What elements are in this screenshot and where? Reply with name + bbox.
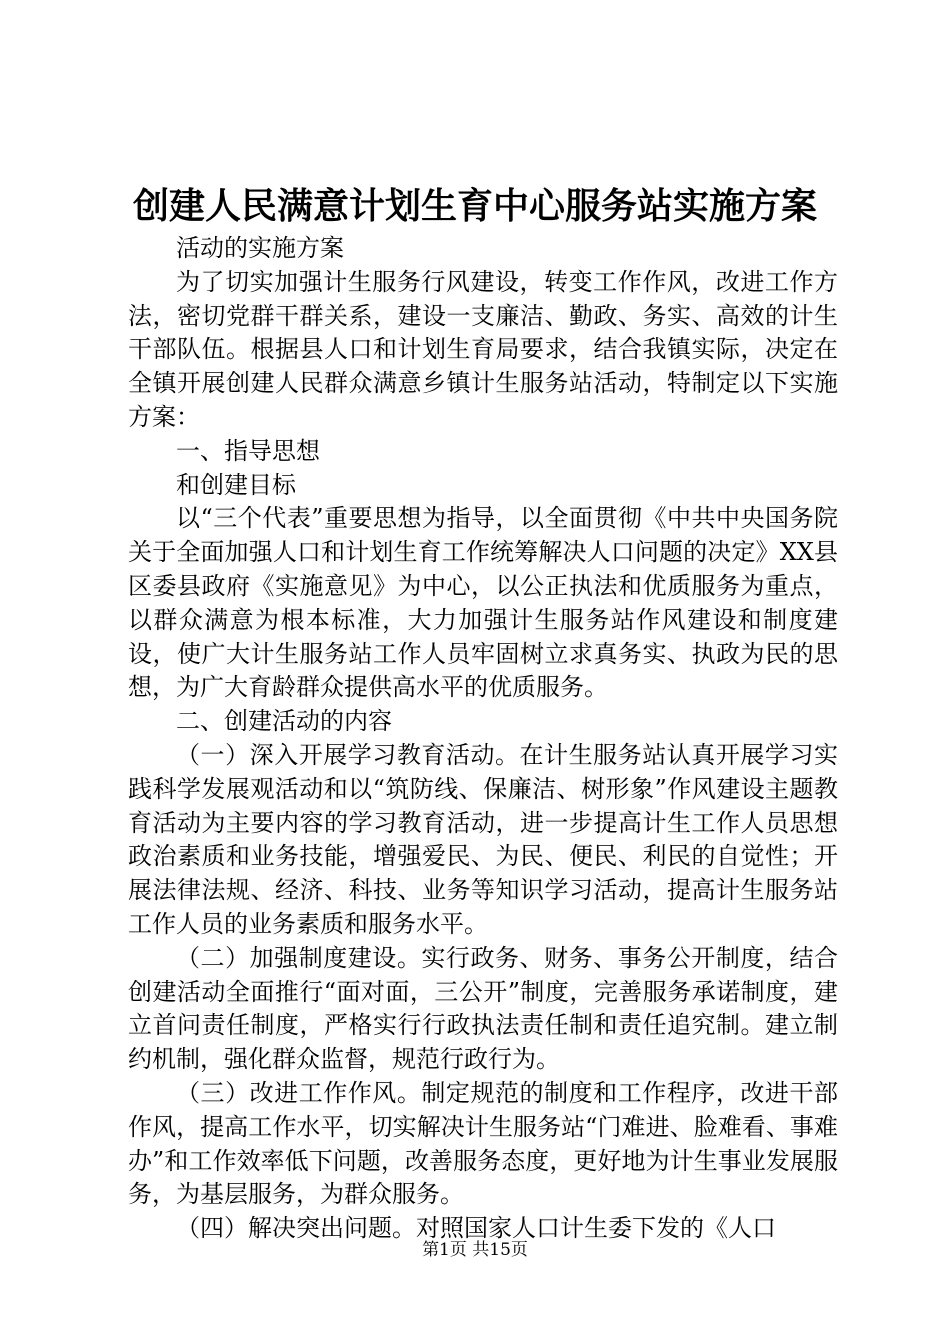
paragraph-subtitle: 活动的实施方案 xyxy=(176,234,344,262)
document-title: 创建人民满意计划生育中心服务站实施方案 xyxy=(132,185,817,227)
section-heading-guiding-ideology: 一、指导思想 xyxy=(176,436,320,465)
section-heading-content: 二、创建活动的内容 xyxy=(176,707,392,736)
paragraph-guiding-ideology: 以“三个代表”重要思想为指导，以全面贯彻《中共中央国务院关于全面加强人口和计划生育工作统筹解决人口问题的决定》XX县区委县政府《实施意见》为中心，以公正执法和优质服务为重点，以群众满意为根本标准，大力加强计生服务站作风建设和制度建设，使广大计生服务站工作人员牢固树立求真务实、执政为民的思想，为广大育龄群众提供高水平的优质服务。 xyxy=(128,504,838,702)
paragraph-intro: 为了切实加强计生服务行风建设，转变工作作风，改进工作方法，密切党群干群关系，建设一支廉洁、勤政、务实、高效的计生干部队伍。根据县人口和计划生育局要求，结合我镇实际，决定在全镇开展创建人民群众满意乡镇计生服务站活动，特制定以下实施方案： xyxy=(128,267,838,431)
document-body xyxy=(128,232,838,1246)
paragraph-item-3: （三）改进工作作风。制定规范的制度和工作程序，改进干部作风，提高工作水平，切实解决计生服务站“门难进、脸难看、事难办”和工作效率低下问题，改善服务态度，更好地为计生事业发展服务，为基层服务，为群众服务。 xyxy=(128,1078,838,1209)
paragraph-item-2: （二）加强制度建设。实行政务、财务、事务公开制度，结合创建活动全面推行“面对面，三公开”制度，完善服务承诺制度，建立首问责任制度，严格实行行政执法责任制和责任追究制。建立制约机制，强化群众监督，规范行政行为。 xyxy=(128,943,838,1074)
page-number-footer: 第1页 共15页 xyxy=(422,1240,528,1260)
paragraph-item-1: （一）深入开展学习教育活动。在计生服务站认真开展学习实践科学发展观活动和以“筑防线、保廉洁、树形象”作风建设主题教育活动为主要内容的学习教育活动，进一步提高计生工作人员思想政治素质和业务技能，增强爱民、为民、便民、利民的自觉性；开展法律法规、经济、科技、业务等知识学习活动，提高计生服务站工作人员的业务素质和服务水平。 xyxy=(128,740,838,938)
section-heading-goals: 和创建目标 xyxy=(176,470,296,499)
paragraph-item-4: （四）解决突出问题。对照国家人口计生委下发的《人口 xyxy=(176,1214,776,1243)
